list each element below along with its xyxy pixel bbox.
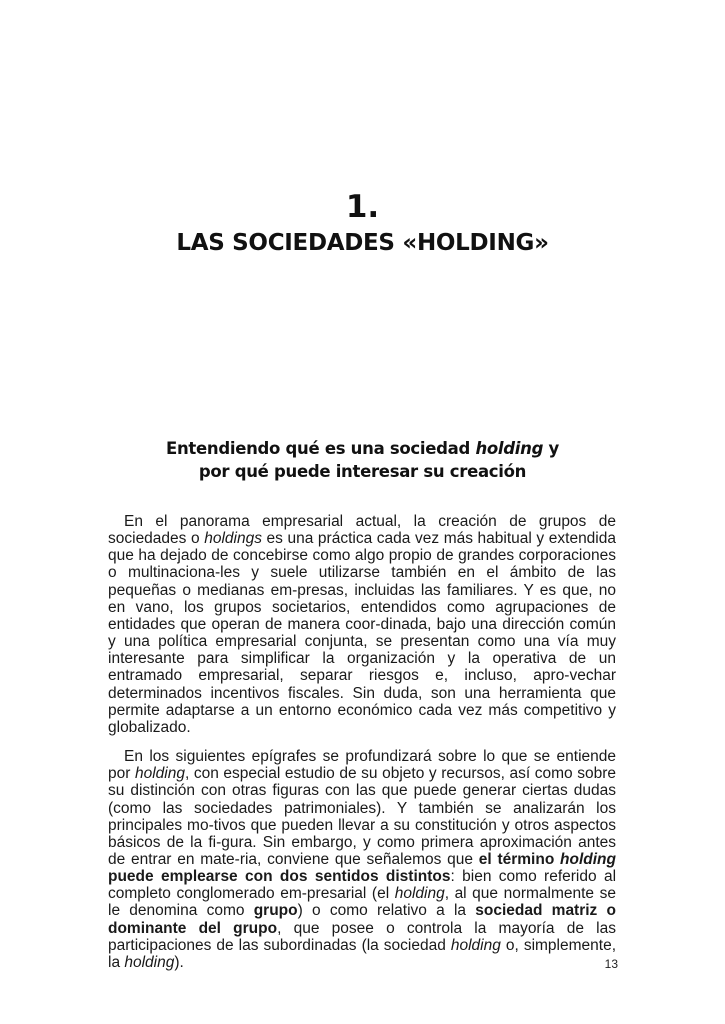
bold-run: el término — [478, 850, 561, 868]
text-run: , con especial estudio de su objeto y recursos, así como sobre su distinción con otras figuras con las que puede generar ciertas dudas (como las sociedades patrimoniales). Y también se analizarán los principales mo-tivos que pueden llevar a su constitución y otros aspectos básicos de la fi-gura. Sin embargo, y como primera aproximación antes de entrar en mate-ria, conviene que señalemos que — [108, 765, 616, 868]
paragraph-1 — [108, 513, 616, 736]
text-run: En los siguientes epígrafes se profundizará sobre lo que se entiende por — [108, 748, 616, 783]
body-text — [108, 513, 616, 983]
bold-run: puede emplearse con dos sentidos distintos — [108, 868, 451, 886]
section-heading-text: Entendiendo qué es una sociedad — [165, 439, 476, 458]
bold-run: grupo — [253, 902, 298, 920]
bold-run: sociedad matriz o dominante del grupo — [108, 902, 616, 937]
emphasis-run: holding — [124, 953, 175, 971]
chapter-title: LAS SOCIEDADES «HOLDING» — [176, 230, 549, 256]
emphasis-run: holding — [394, 885, 445, 903]
section-heading-text: y — [543, 439, 560, 458]
text-run: En el panorama empresarial actual, la creación de grupos de sociedades o — [108, 513, 616, 548]
bold-emphasis-run: holding — [560, 850, 616, 868]
text-run: o, simplemente, la — [108, 936, 617, 971]
emphasis-run: holdings — [204, 530, 262, 548]
page-number: 13 — [604, 957, 618, 971]
chapter-number: 1. — [345, 189, 380, 225]
text-run: ) o como relativo a la — [297, 902, 476, 920]
section-heading — [110, 437, 615, 483]
text-run: , que posee o controla la mayoría de las participaciones de las subordinadas (la sociedad — [108, 919, 616, 954]
emphasis-run: holding — [134, 765, 185, 783]
bold-run — [560, 851, 616, 868]
text-run: : bien como referido al completo conglomerado em-presarial (el — [108, 868, 617, 903]
section-heading-emphasis: holding — [475, 439, 544, 458]
emphasis-run: holding — [450, 936, 501, 954]
text-run: , al que normalmente se le denomina como — [108, 885, 616, 920]
text-run: ). — [174, 953, 184, 971]
paragraph-2 — [108, 748, 616, 971]
section-heading-line2: por qué puede interesar su creación — [198, 462, 527, 481]
text-run: es una práctica cada vez más habitual y extendida que ha dejado de concebirse como algo propio de grandes corporaciones o multinaciona-les y suele utilizarse también en el ámbito de las pequeñas o medianas em-presas, incluidas las familiares. Y es que, no en vano, los grupos societarios, entendidos como agrupaciones de entidades que operan de manera coor-dinada, bajo una dirección común y una política empresarial conjunta, se presentan como una vía muy interesante para simplificar la organización y la operativa de un entramado empresarial, separar riesgos e, incluso, apro-vechar determinados incentivos fiscales. Sin duda, son una herramienta que permite adaptarse a un entorno económico cada vez más competitivo y globalizado. — [108, 530, 616, 736]
